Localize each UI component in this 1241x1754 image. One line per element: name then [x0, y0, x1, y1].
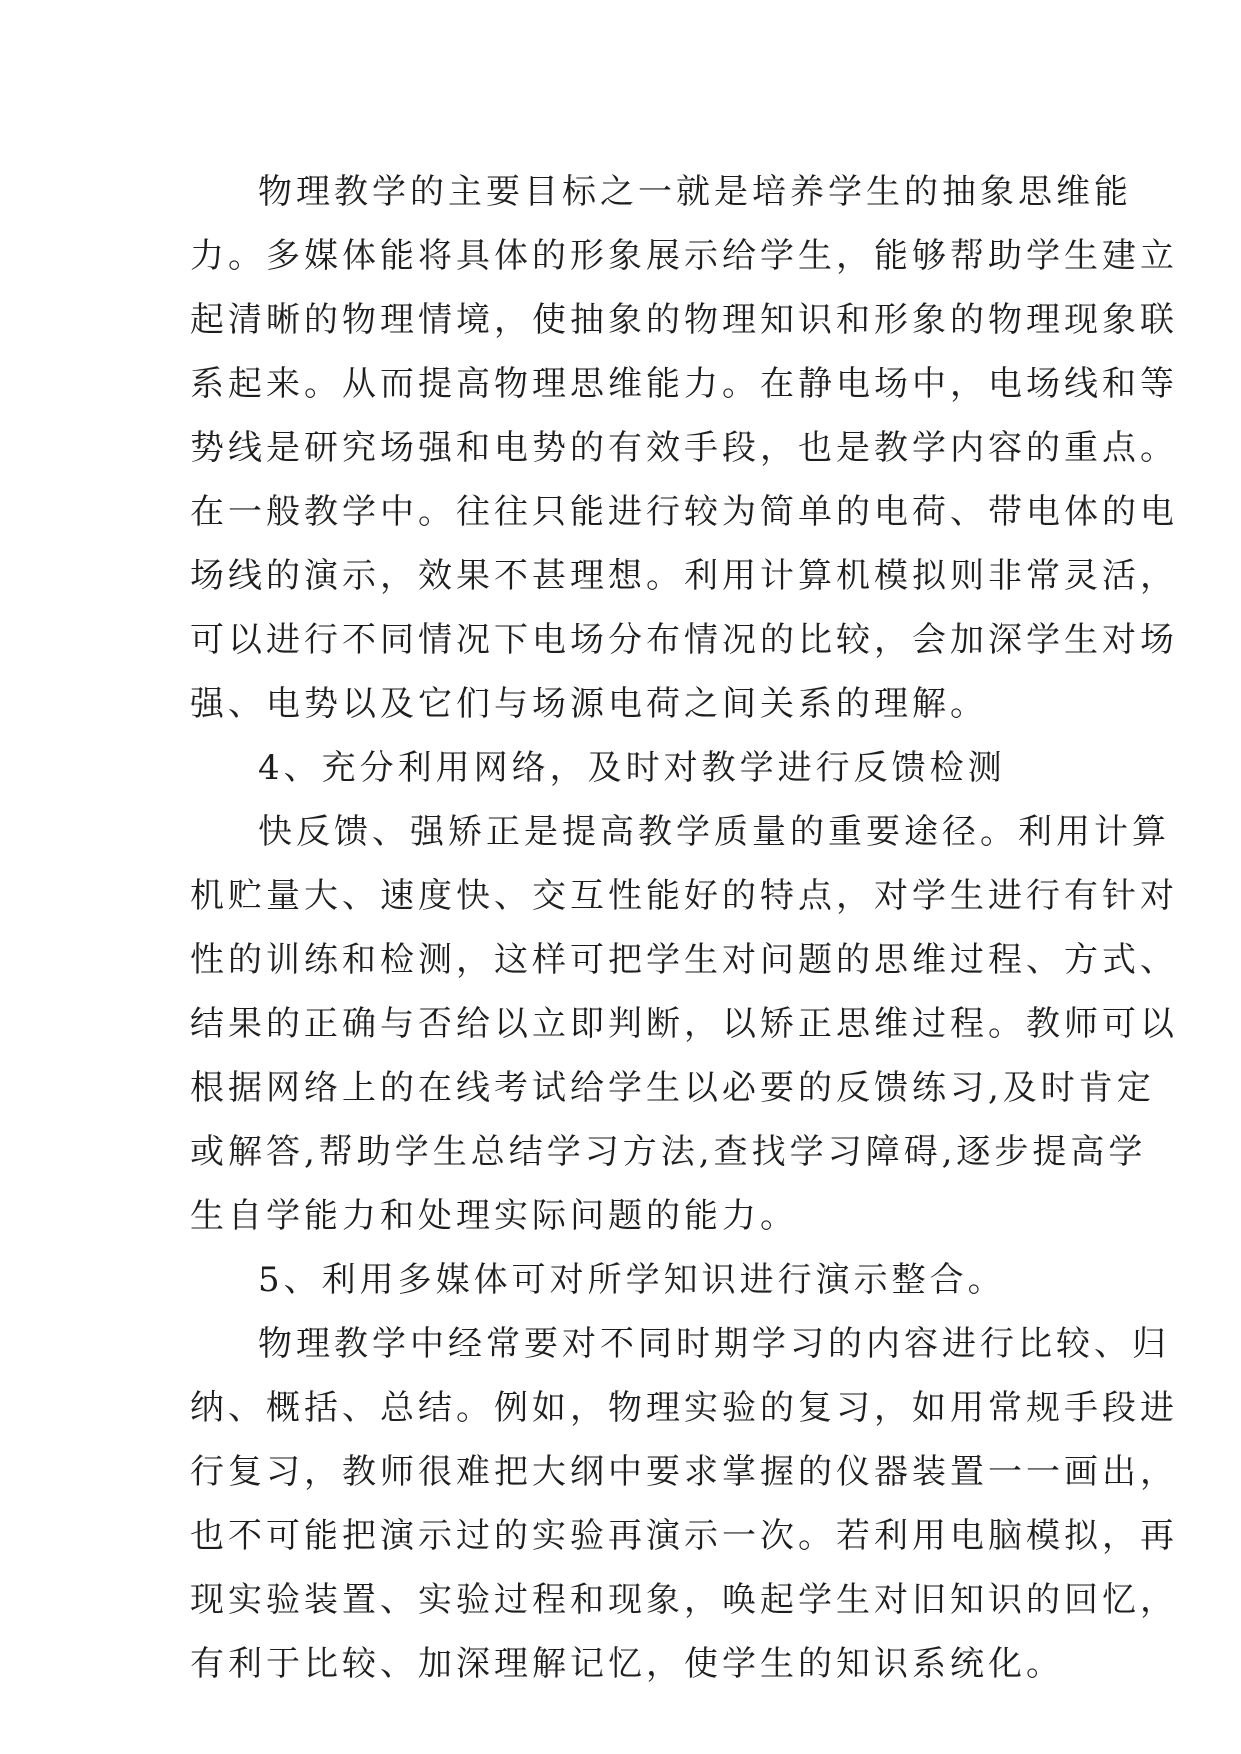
section-heading-5: 5、利用多媒体可对所学知识进行演示整合。 — [258, 1260, 1006, 1300]
paragraph-1-line-4: 系起来。从而提高物理思维能力。在静电场中，电场线和等 — [190, 364, 1178, 404]
paragraph-3-line-1: 物理教学中经常要对不同时期学习的内容进行比较、归 — [258, 1324, 1170, 1364]
paragraph-2-line-4: 结果的正确与否给以立即判断，以矫正思维过程。教师可以 — [190, 1004, 1178, 1044]
document-body — [190, 160, 1178, 1696]
paragraph-2-line-6: 或解答,帮助学生总结学习方法,查找学习障碍,逐步提高学 — [190, 1132, 1147, 1172]
paragraph-2-line-1: 快反馈、强矫正是提高教学质量的重要途径。利用计算 — [258, 812, 1170, 852]
paragraph-2-line-2: 机贮量大、速度快、交互性能好的特点，对学生进行有针对 — [190, 876, 1178, 916]
paragraph-3-line-6: 有利于比较、加深理解记忆，使学生的知识系统化。 — [190, 1644, 1064, 1684]
paragraph-3-line-3: 行复习，教师很难把大纲中要求掌握的仪器装置一一画出， — [190, 1452, 1178, 1492]
paragraph-2-line-5: 根据网络上的在线考试给学生以必要的反馈练习,及时肯定 — [190, 1068, 1155, 1108]
paragraph-1-line-6: 在一般教学中。往往只能进行较为简单的电荷、带电体的电 — [190, 492, 1178, 532]
paragraph-2-line-7: 生自学能力和处理实际问题的能力。 — [190, 1196, 798, 1236]
paragraph-1-line-1: 物理教学的主要目标之一就是培养学生的抽象思维能 — [258, 172, 1132, 212]
paragraph-1-line-7: 场线的演示，效果不甚理想。利用计算机模拟则非常灵活， — [190, 556, 1178, 596]
paragraph-1-line-3: 起清晰的物理情境，使抽象的物理知识和形象的物理现象联 — [190, 300, 1178, 340]
paragraph-3-line-2: 纳、概括、总结。例如，物理实验的复习，如用常规手段进 — [190, 1388, 1178, 1428]
paragraph-1-line-2: 力。多媒体能将具体的形象展示给学生，能够帮助学生建立 — [190, 236, 1178, 276]
paragraph-3-line-4: 也不可能把演示过的实验再演示一次。若利用电脑模拟，再 — [190, 1516, 1178, 1556]
section-heading-4: 4、充分利用网络，及时对教学进行反馈检测 — [258, 748, 1006, 788]
paragraph-1-line-9: 强、电势以及它们与场源电荷之间关系的理解。 — [190, 684, 988, 724]
paragraph-1-line-5: 势线是研究场强和电势的有效手段，也是教学内容的重点。 — [190, 428, 1178, 468]
paragraph-1-line-8: 可以进行不同情况下电场分布情况的比较，会加深学生对场 — [190, 620, 1178, 660]
paragraph-3-line-5: 现实验装置、实验过程和现象，唤起学生对旧知识的回忆， — [190, 1580, 1178, 1620]
paragraph-2-line-3: 性的训练和检测，这样可把学生对问题的思维过程、方式、 — [190, 940, 1178, 980]
